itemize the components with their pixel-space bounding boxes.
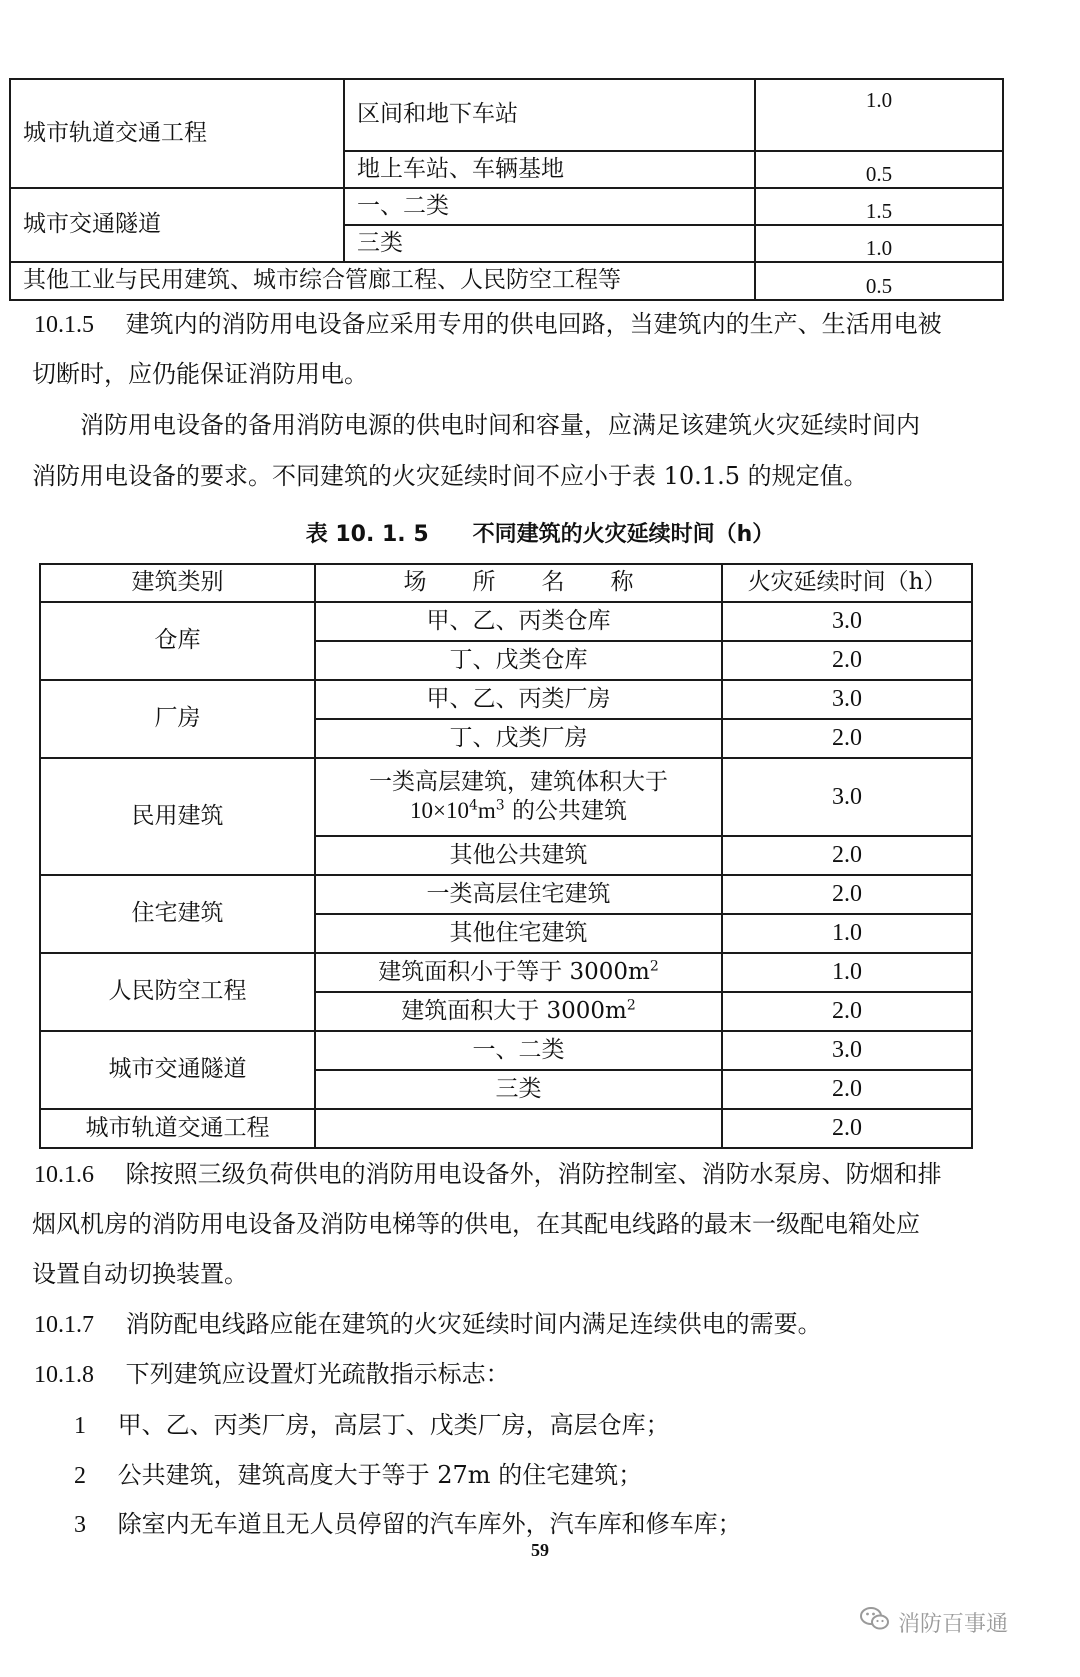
- table-cell-place-empty: [315, 1109, 722, 1148]
- paragraph-10-1-5b-line1: 消防用电设备的备用消防电源的供电时间和容量，应满足该建筑火灾延续时间内: [80, 411, 920, 439]
- paragraph-10-1-6-line3: 设置自动切换装置。: [32, 1260, 248, 1288]
- list-item: [74, 1512, 742, 1537]
- table-cell-place: 其他住宅建筑: [315, 914, 722, 953]
- superscript: 4: [468, 796, 478, 813]
- table-cell-place: 甲、乙、丙类仓库: [315, 602, 722, 641]
- list-item-number: 3: [74, 1512, 86, 1538]
- table-cell-value: 2.0: [722, 992, 972, 1031]
- table-cell-category: 城市轨道交通工程: [10, 79, 344, 188]
- table-cell-value: 2.0: [722, 641, 972, 680]
- table-cell-value: 1.0: [722, 953, 972, 992]
- paragraph-10-1-8: [34, 1362, 510, 1387]
- column-header: 场 所 名 称: [315, 564, 722, 602]
- paragraph-10-1-7: [34, 1312, 822, 1337]
- list-item: [74, 1413, 670, 1438]
- table-cell-place: 丁、戊类厂房: [315, 719, 722, 758]
- place-fragment: 10×10: [409, 797, 469, 823]
- table-cell-place: 丁、戊类仓库: [315, 641, 722, 680]
- list-item-text: 除室内无车道且无人员停留的汽车库外，汽车库和修车库；: [117, 1510, 742, 1538]
- paragraph-10-1-5-line1: [34, 312, 942, 337]
- table-cell-category: 住宅建筑: [40, 875, 315, 953]
- table-cell-place: 甲、乙、丙类厂房: [315, 680, 722, 719]
- table-cell-value: 3.0: [722, 1031, 972, 1070]
- table-cell-value: 2.0: [722, 875, 972, 914]
- paragraph-10-1-6-line1: [34, 1162, 942, 1187]
- table-cell-place: 一、二类: [344, 188, 755, 225]
- fire-duration-table: [39, 563, 973, 1149]
- table-cell-place: 三类: [344, 225, 755, 262]
- table-cell-value: 0.5: [755, 151, 1003, 188]
- superscript: 3: [495, 796, 505, 813]
- column-header: 建筑类别: [40, 564, 315, 602]
- list-item: [74, 1463, 642, 1488]
- table-cell-place: 地上车站、车辆基地: [344, 151, 755, 188]
- superscript: 2: [626, 997, 636, 1014]
- table-cell-value: 1.5: [755, 188, 1003, 225]
- table-cell-category: 民用建筑: [40, 758, 315, 875]
- table-cell-place: 其他公共建筑: [315, 836, 722, 875]
- table-cell-value: 3.0: [722, 680, 972, 719]
- wechat-icon: [860, 1606, 890, 1638]
- clause-number: 10.1.7: [34, 1312, 94, 1338]
- table-cell-value: 1.0: [722, 914, 972, 953]
- table-cell-place: 一、二类: [315, 1031, 722, 1070]
- table-cell-category: 城市交通隧道: [40, 1031, 315, 1109]
- table-cell-value: 0.5: [755, 262, 1003, 300]
- table-cell-value: 3.0: [722, 602, 972, 641]
- table-cell-value: 2.0: [722, 1070, 972, 1109]
- table-cell-category: 人民防空工程: [40, 953, 315, 1031]
- table-caption: 表 10. 1. 5 不同建筑的火灾延续时间（h）: [305, 522, 775, 547]
- top-continuation-table: [9, 78, 1004, 301]
- table-cell-value: 2.0: [722, 719, 972, 758]
- superscript: 2: [649, 958, 659, 975]
- table-cell-place: [315, 953, 722, 992]
- paragraph-10-1-5b-line2: 消防用电设备的要求。不同建筑的火灾延续时间不应小于表 10.1.5 的规定值。: [32, 462, 868, 490]
- watermark-text: 消防百事通: [898, 1611, 1009, 1637]
- table-cell-place: 一类高层住宅建筑: [315, 875, 722, 914]
- paragraph-10-1-5-line2: 切断时，应仍能保证消防用电。: [32, 360, 368, 388]
- place-line: 一类高层建筑，建筑体积大于: [369, 768, 668, 795]
- place-fragment: 建筑面积小于等于 3000m: [378, 958, 650, 985]
- clause-number: 10.1.5: [34, 312, 94, 338]
- paragraph-text: 下列建筑应设置灯光疏散指示标志：: [125, 1360, 510, 1388]
- table-cell-value: 2.0: [722, 836, 972, 875]
- clause-number: 10.1.6: [34, 1162, 94, 1188]
- table-cell-value: 3.0: [722, 758, 972, 836]
- table-cell-category: 其他工业与民用建筑、城市综合管廊工程、人民防空工程等: [10, 262, 755, 300]
- paragraph-text: 除按照三级负荷供电的消防用电设备外，消防控制室、消防水泵房、防烟和排: [125, 1160, 942, 1188]
- page-number: 59: [531, 1540, 549, 1560]
- paragraph-text: 建筑内的消防用电设备应采用专用的供电回路，当建筑内的生产、生活用电被: [125, 310, 942, 338]
- paragraph-text: 消防配电线路应能在建筑的火灾延续时间内满足连续供电的需要。: [125, 1310, 822, 1338]
- table-cell-category: 城市轨道交通工程: [40, 1109, 315, 1148]
- table-cell-place: 三类: [315, 1070, 722, 1109]
- list-item-text: 公共建筑，建筑高度大于等于 27m 的住宅建筑；: [117, 1461, 643, 1489]
- list-item-text: 甲、乙、丙类厂房，高层丁、戊类厂房，高层仓库；: [117, 1411, 670, 1439]
- list-item-number: 1: [74, 1413, 86, 1439]
- table-cell-category: 城市交通隧道: [10, 188, 344, 262]
- place-fragment: 建筑面积大于 3000m: [401, 997, 627, 1024]
- clause-number: 10.1.8: [34, 1362, 94, 1388]
- place-fragment: m: [477, 797, 496, 823]
- place-fragment: 的公共建筑: [504, 797, 628, 824]
- table-cell-category: 厂房: [40, 680, 315, 758]
- place-line: [316, 797, 721, 826]
- table-cell-value: 1.0: [755, 79, 1003, 151]
- table-cell-value: 2.0: [722, 1109, 972, 1148]
- table-cell-place: 区间和地下车站: [344, 79, 755, 151]
- column-header: 火灾延续时间（h）: [722, 564, 972, 602]
- list-item-number: 2: [74, 1463, 86, 1489]
- table-cell-place: [315, 992, 722, 1031]
- watermark: [860, 1606, 1060, 1638]
- table-cell-category: 仓库: [40, 602, 315, 680]
- table-cell-place: [315, 758, 722, 836]
- table-cell-value: 1.0: [755, 225, 1003, 262]
- paragraph-10-1-6-line2: 烟风机房的消防用电设备及消防电梯等的供电，在其配电线路的最末一级配电箱处应: [32, 1210, 920, 1238]
